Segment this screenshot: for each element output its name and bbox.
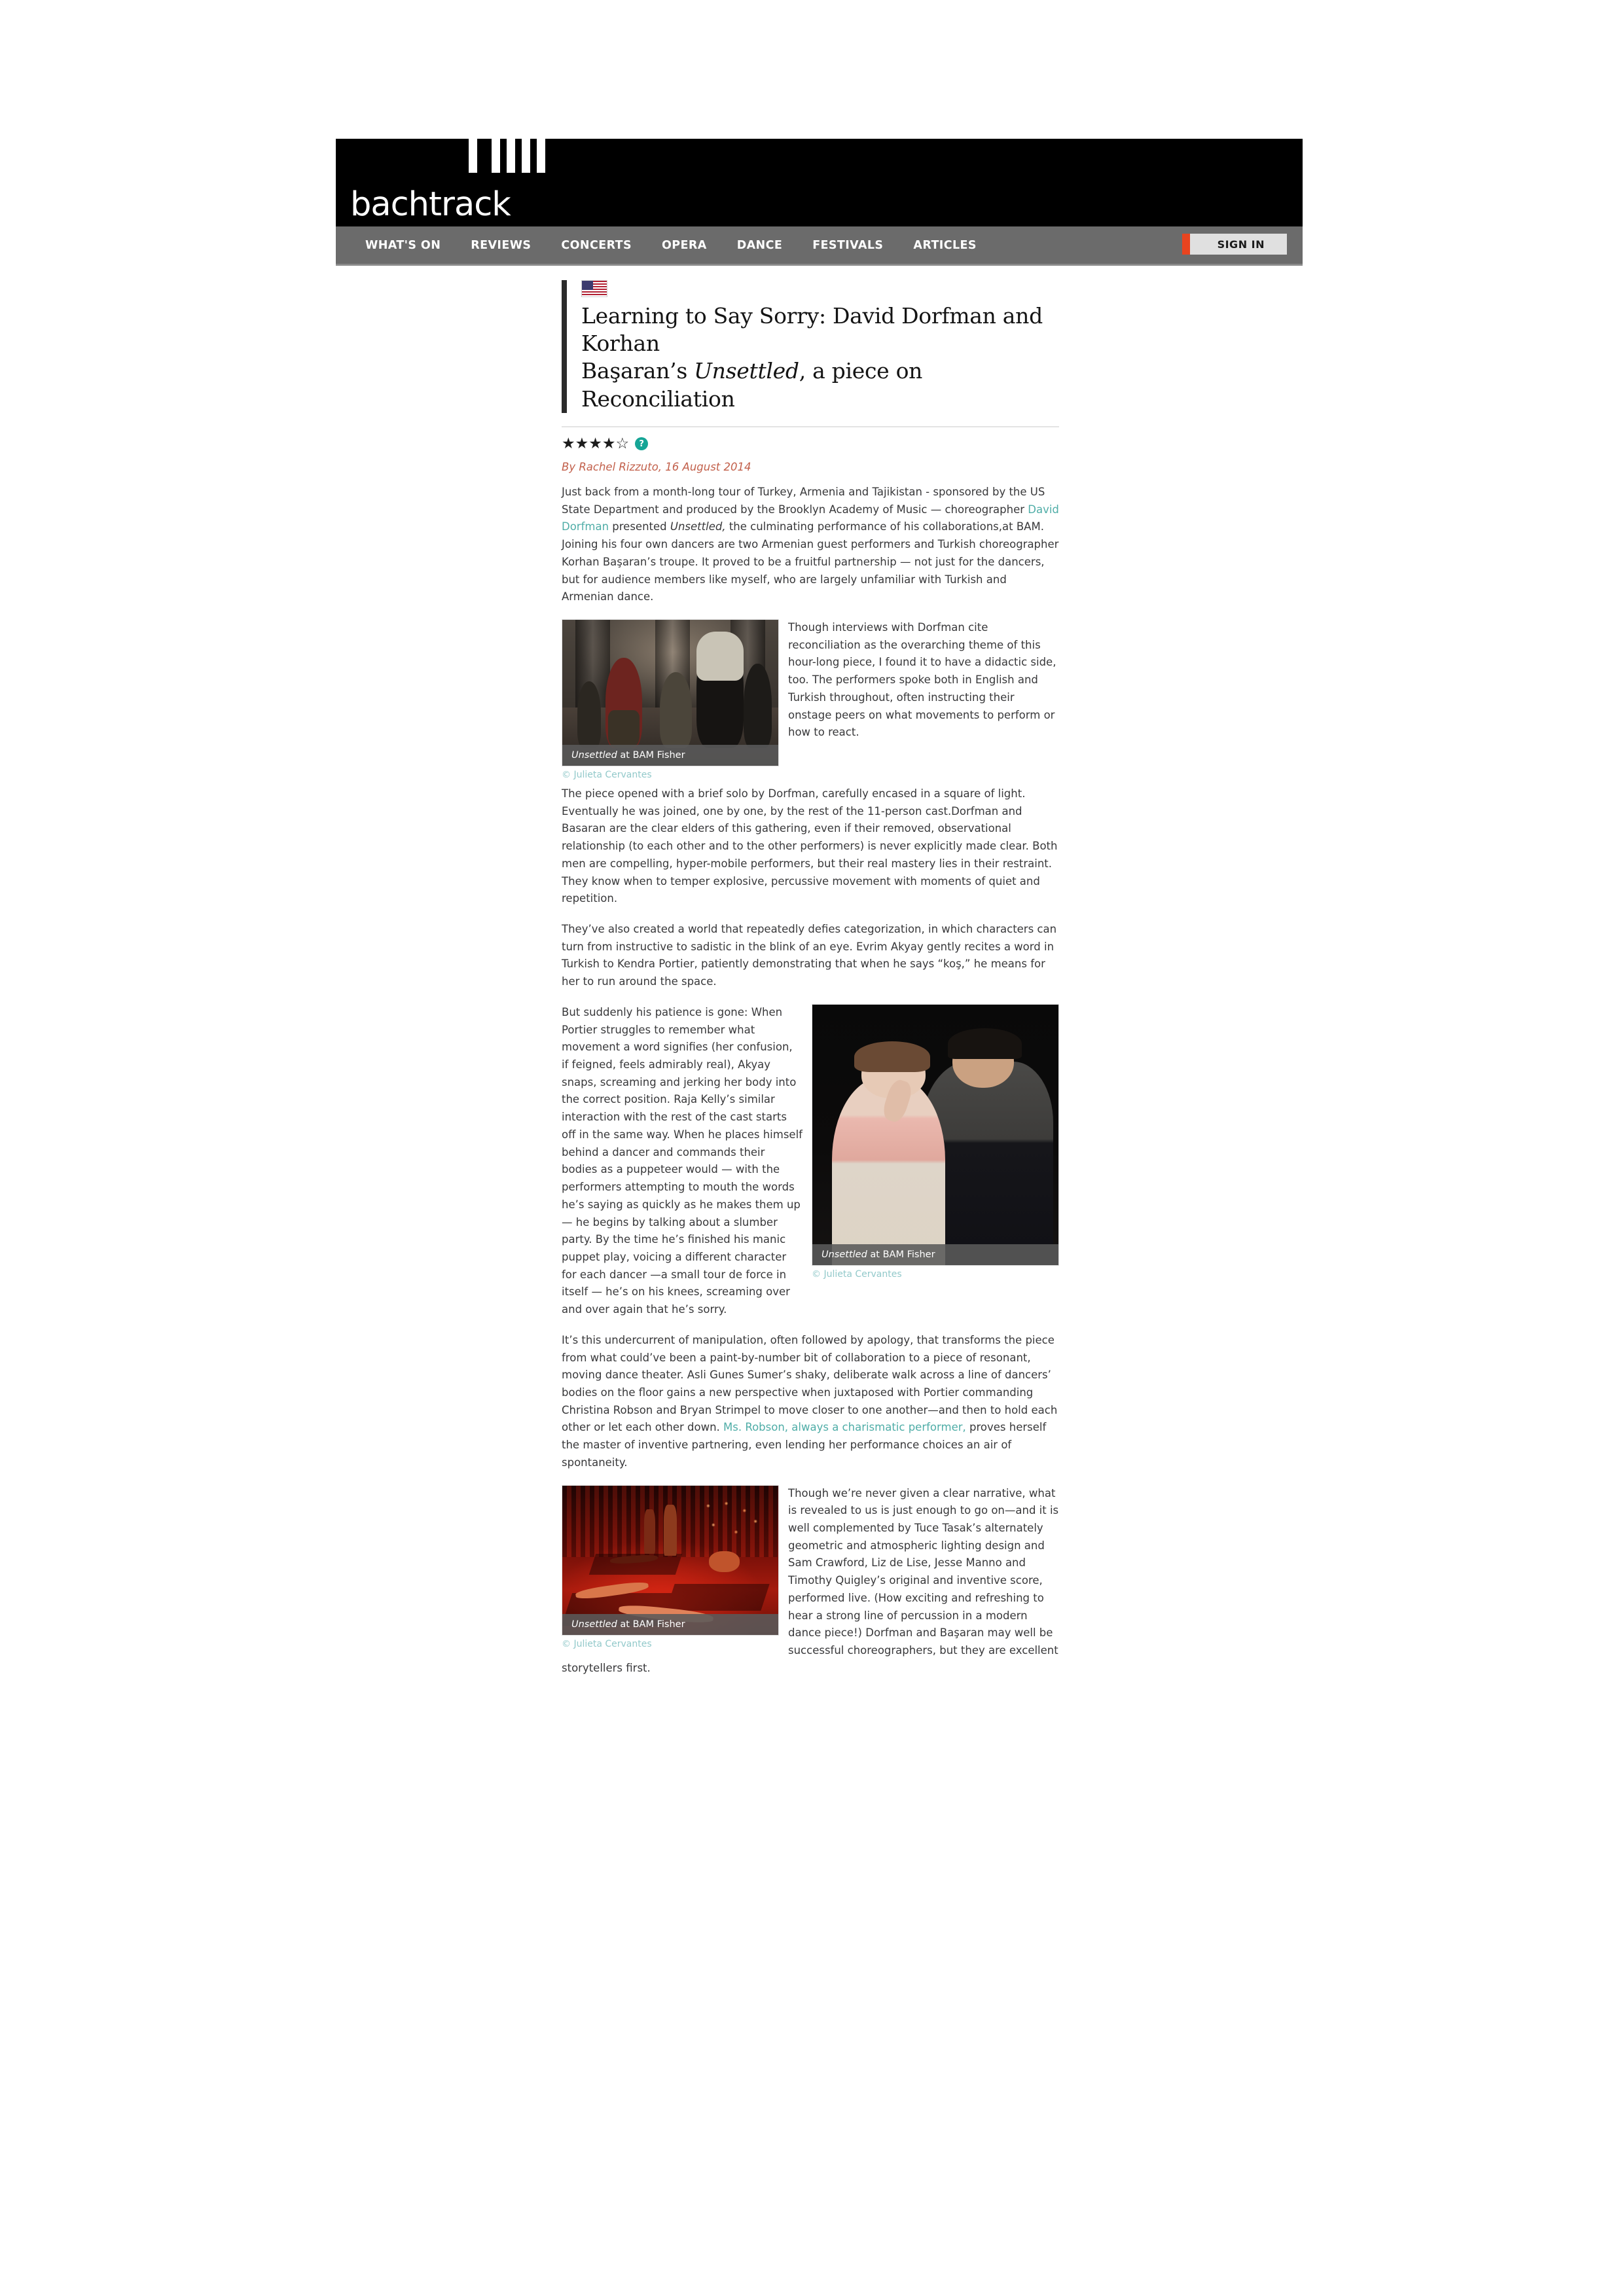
article-byline: By Rachel Rizzuto, 16 August 2014: [562, 460, 751, 473]
paragraph-5: But suddenly his patience is gone: When Portier struggles to remember what movement a word signifies (her confusion, if feigned, feels admirably real), Akyay snaps, screaming and jerking her body into the correct position. Raja Kelly’s similar interaction with the rest of the cast starts off in the same way. When he places himself behind a dancer and commands their bodies as a puppeteer would — with the performers attempting to mouth the words he’s saying as quickly as he makes them up — he begins by talking about a slumber party. By the time he’s finished his manic puppet play, voicing a different character for each dancer —a small tour de force in itself — he’s on his knees, screaming over and over again that he’s sorry.: [562, 1005, 803, 1316]
sign-in-label: SIGN IN: [1190, 234, 1287, 255]
headline-line-1: Learning to Say Sorry: David Dorfman and Korhan: [581, 303, 1043, 357]
figure-2-image: [812, 1004, 1059, 1266]
figure-2-caption-rest: at BAM Fisher: [867, 1249, 935, 1260]
figure-3-caption-rest: at BAM Fisher: [617, 1619, 685, 1630]
nav-item-articles[interactable]: ARTICLES: [913, 238, 977, 252]
paragraph-6: [562, 1332, 1059, 1472]
site-container: [336, 139, 1303, 1690]
paragraph-1-part-b: presented: [609, 520, 670, 533]
star-rating: [562, 437, 629, 452]
paragraph-6-part-a: It’s this undercurrent of manipulation, often followed by apology, that transforms the piece from what could’ve been a paint-by-number bit of collaboration to a piece of resonant, moving dance theater. Asli Gunes Sumer’s shaky, deliberate walk across a line of dancers’ bodies on the floor gains a new perspective when juxtaposed with Portier commanding Christina Robson and Bryan Strimpel to move closer to one another—and then to hold each other or let each other down.: [562, 1333, 1058, 1434]
paragraph-7: Though we’re never given a clear narrative, what is revealed to us is just enough to go on—and it is well complemented by Tuce Tasak’s alternately geometric and atmospheric lighting design and Sam Crawford, Liz de Lise, Jesse Manno and Timothy Quigley’s original and inventive score, performed live. (How exciting and refreshing to hear a strong line of percussion in a modern dance piece!) Dorfman and Başaran may well be successful choreographers, but they are excellent storytellers first.: [562, 1486, 1059, 1674]
work-title-unsettled: Unsettled,: [670, 520, 726, 533]
paragraph-1-part-c: the culminating performance of his collaborations,at BAM. Joining his four own dancers are two Armenian guest performers and Turkish choreographer Korhan Başaran’s troupe. It proved to be a fruitful partnership — not just for the dancers, but for audience members like myself, who are largely unfamiliar with Turkish and Armenian dance.: [562, 520, 1059, 603]
stars-empty: ☆: [615, 435, 630, 452]
figure-2-caption: [812, 1244, 1058, 1265]
us-flag-icon: [581, 280, 607, 297]
piano-keys-logo-icon: [469, 139, 545, 173]
link-ms-robson[interactable]: Ms. Robson, always a charismatic performer,: [723, 1421, 966, 1434]
headline-work-title: Unsettled: [694, 358, 799, 384]
figure-3-caption: [562, 1614, 778, 1635]
figure-2-caption-work: Unsettled: [821, 1249, 867, 1260]
figure-3: [562, 1485, 779, 1649]
figure-1-credit[interactable]: © Julieta Cervantes: [562, 769, 652, 780]
nav-item-whats-on[interactable]: WHAT'S ON: [365, 238, 441, 252]
figure-2: [812, 1004, 1059, 1280]
headline-line-2-post: , a piece on Reconciliation: [581, 358, 923, 412]
paragraph-1: [562, 484, 1059, 606]
brand-name: bachtrack: [350, 185, 511, 224]
paragraph-3: The piece opened with a brief solo by Dorfman, carefully encased in a square of light. Eventually he was joined, one by one, by the rest of the 11-person cast.Dorfman and Basaran are the clear elders of this gathering, even if their removed, observational relationship (to each other and to the other performers) is never explicitly made clear. Both men are compelling, hyper-mobile performers, but their real mastery lies in their restraint. They know when to temper explosive, percussive movement with moments of quiet and repetition.: [562, 787, 1058, 905]
stars-filled: ★★★★: [562, 435, 616, 452]
nav-list: [336, 239, 992, 252]
figure-1-caption-work: Unsettled: [571, 749, 617, 761]
nav-item-opera[interactable]: OPERA: [662, 238, 707, 252]
figure-3-credit[interactable]: © Julieta Cervantes: [562, 1638, 652, 1649]
figure-1-block: [562, 619, 1059, 785]
paragraph-1-part-a: Just back from a month-long tour of Turkey, Armenia and Tajikistan - sponsored by the US State Department and produced by the Brooklyn Academy of Music — choreographer: [562, 485, 1045, 516]
figure-3-block: [562, 1485, 1059, 1691]
sign-in-button[interactable]: [1182, 234, 1287, 255]
article: [562, 266, 1059, 1690]
masthead: [336, 139, 1303, 226]
paragraph-4: They’ve also created a world that repeatedly defies categorization, in which characters can turn from instructive to sadistic in the blink of an eye. Evrim Akyay gently recites a word in Turkish to Kendra Portier, patiently demonstrating that when he says “koş,” he means for her to run around the space.: [562, 923, 1057, 988]
paragraph-6-part-b: proves herself the master of inventive partnering, even lending her performance choices an air of spontaneity.: [562, 1421, 1047, 1469]
main-navigation: [336, 226, 1303, 266]
paragraph-2: Though interviews with Dorfman cite reconciliation as the overarching theme of this hour-long piece, I found it to have a didactic side, too. The performers spoke both in English and Turkish throughout, often instructing their onstage peers on what movements to perform or how to react.: [788, 620, 1056, 739]
figure-1-caption: [562, 745, 778, 766]
figure-3-caption-work: Unsettled: [571, 1619, 617, 1630]
nav-item-festivals[interactable]: FESTIVALS: [812, 238, 884, 252]
nav-item-concerts[interactable]: CONCERTS: [561, 238, 632, 252]
figure-1: [562, 619, 779, 780]
rating-row: [562, 437, 1059, 452]
figure-1-image: [562, 619, 779, 766]
sign-in-accent-bar: [1182, 234, 1190, 255]
title-divider: [562, 426, 1059, 427]
figure-1-caption-rest: at BAM Fisher: [617, 749, 685, 761]
page-title: [581, 302, 1059, 413]
figure-2-credit[interactable]: © Julieta Cervantes: [812, 1268, 902, 1280]
headline-line-2-pre: Başaran’s: [581, 358, 695, 384]
figure-2-block: [562, 1004, 1059, 1332]
article-title-block: [562, 280, 1059, 413]
help-icon[interactable]: ?: [635, 437, 648, 450]
figure-3-image: [562, 1485, 779, 1636]
nav-item-dance[interactable]: DANCE: [736, 238, 783, 252]
nav-item-reviews[interactable]: REVIEWS: [471, 238, 532, 252]
brand-logo[interactable]: [350, 185, 511, 224]
link-david-dorfman[interactable]: David Dorfman: [562, 503, 1059, 533]
